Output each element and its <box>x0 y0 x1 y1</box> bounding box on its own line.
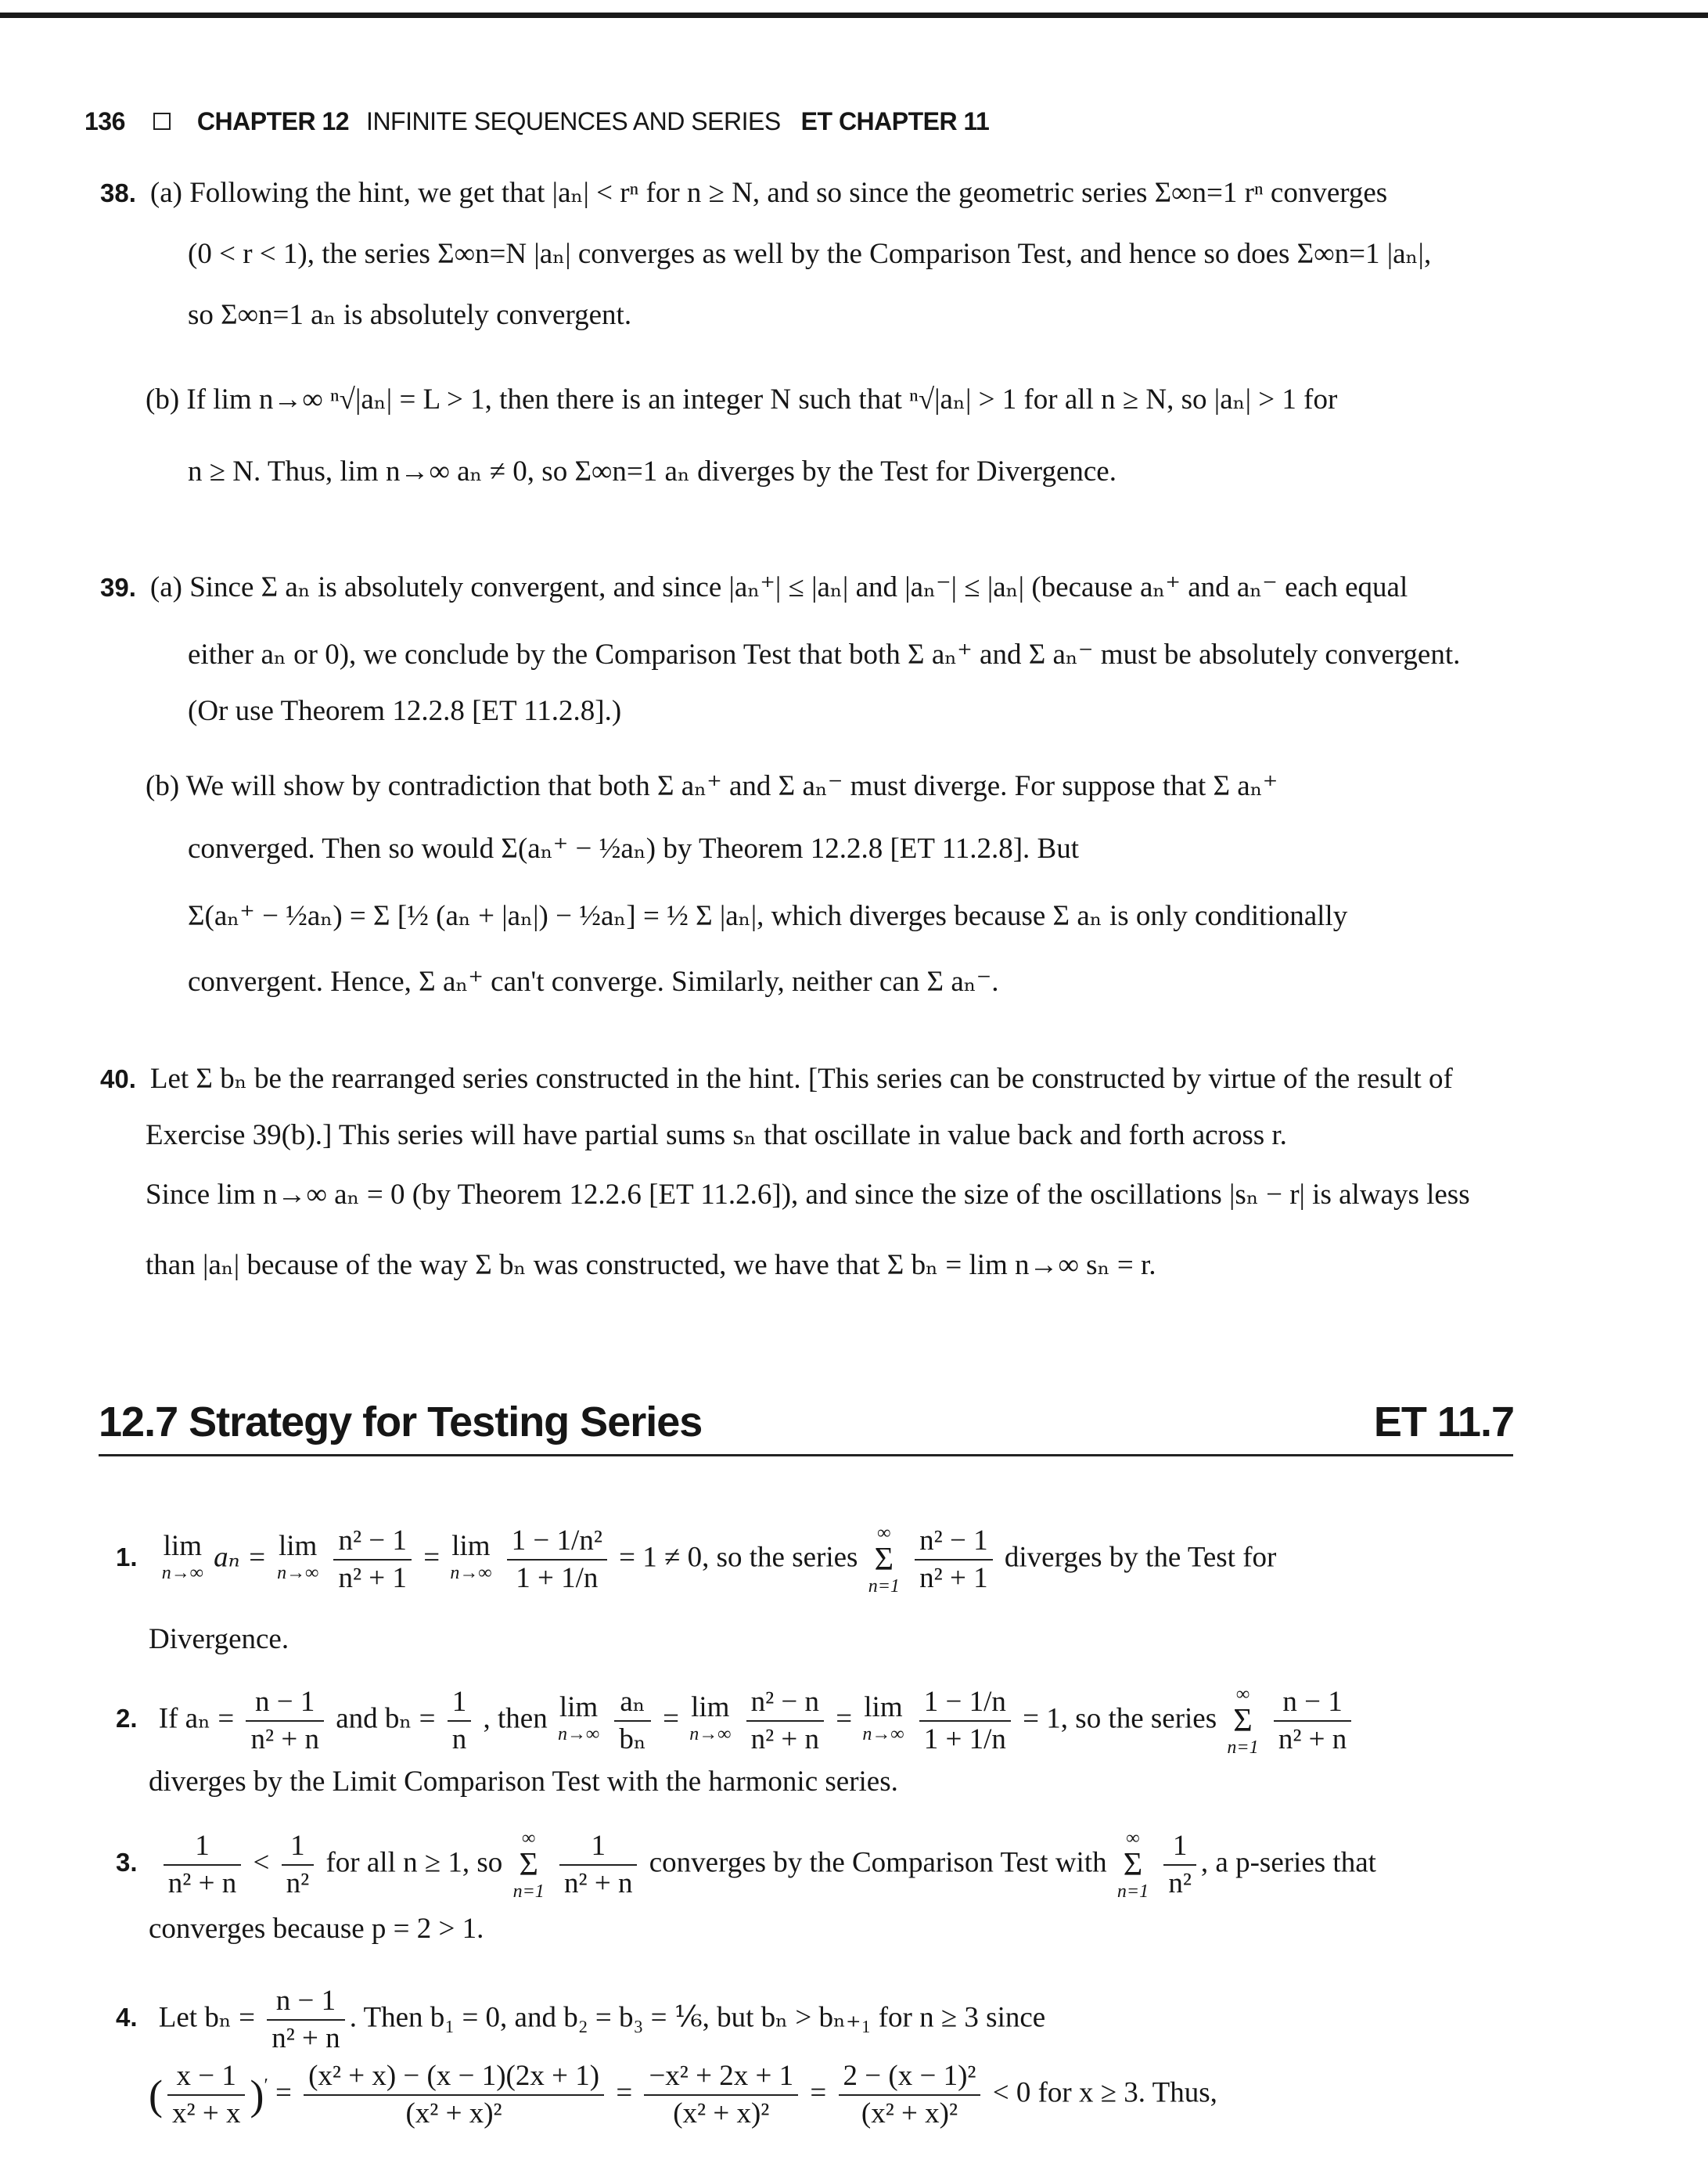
fraction-15: $\frac{x - 1}{\text{x² + x}}$ <box>167 2058 245 2132</box>
problem-39-line-4: (b) We will show by contradiction that both Σ aₙ⁺ and Σ aₙ⁻ must diverge. For suppose that Σ aₙ⁺ <box>146 770 1278 802</box>
sum-2: ∞ Σ n=1 <box>1227 1684 1259 1758</box>
problem-3-line-2: converges because p = 2 > 1. <box>149 1913 484 1945</box>
chapter-label: CHAPTER 12 <box>196 106 350 135</box>
fraction-16: $\frac{\text{(x² + x) − (x − 1)(2x + 1)}}{\text{(x² + x)²}}$ <box>304 2058 604 2132</box>
problem-3-text-1: for all n ≥ 1, so <box>325 1846 503 1879</box>
fraction-18: $\frac{\text{2 − (x − 1)²}}{\text{(x² + x)²}}$ <box>839 2058 981 2132</box>
problem-3-text-2: converges by the Comparison Test with <box>649 1846 1107 1879</box>
problem-4-text-1: Let bₙ = <box>158 2001 255 2034</box>
square-icon <box>153 113 171 130</box>
chapter-title: INFINITE SEQUENCES AND SERIES <box>366 106 781 135</box>
fraction-8: $\frac{1 - 1/n}{1 + 1/n}$ <box>919 1684 1011 1758</box>
limit-1: lim n→∞ <box>161 1530 203 1583</box>
problem-40-line-1 <box>100 1060 1453 1099</box>
problem-39-line-2: either aₙ or 0), we conclude by the Comparison Test that both Σ aₙ⁺ and Σ aₙ⁻ must be absolutely convergent. <box>188 639 1461 671</box>
problem-1-an: aₙ = <box>214 1541 267 1574</box>
fraction-4: $\frac{n - 1}{\text{n² + n}}$ <box>246 1684 323 1758</box>
problem-40-number: 40. <box>100 1064 136 1093</box>
problem-4-line-2: ( $\frac{x - 1}{\text{x² + x}}$ )′ = $\frac{\text{(x² + x) − (x − 1)(2x + 1)}}{\text{(x² + x)²}}$ = $\frac{\text{−x² + 2x + 1}}{\text{(x² + x)²}}$ = $\frac{\text{2 − (x − 1)²}}{\text{(x² + x)²}}$ < 0 for x ≥ 3. Thus, <box>149 2058 1217 2132</box>
problem-3-line-1: 3. $\frac{1}{\text{n² + n}}$ < $\frac{1}{\text{n²}}$ for all n ≥ 1, so ∞ Σ n=1 $\frac{1}{\text{n² + n}}$ converges by the Comparison Test with ∞ Σ n=1 $\frac{1}{\text{n²}}$ , a p-series that <box>116 1825 1376 1905</box>
problem-39-line-6: Σ(aₙ⁺ − ½aₙ) = Σ [½ (aₙ + |aₙ|) − ½aₙ] = ½ Σ |aₙ|, which diverges because Σ aₙ is only conditionally <box>188 900 1348 932</box>
problem-39-line-1 <box>100 568 1408 607</box>
problem-4-text-2: . Then b₁ = 0, and b₂ = b₃ = ⅙, but bₙ > bₙ₊₁ for n ≥ 3 since <box>349 2001 1046 2034</box>
sum-3: ∞ Σ n=1 <box>512 1828 545 1902</box>
problem-38-a-text-1: (a) Following the hint, we get that |aₙ| < rⁿ for n ≥ N, and so since the geometric series Σ∞n=1 rⁿ converges <box>149 177 1388 209</box>
sum-4: ∞ Σ n=1 <box>1116 1828 1149 1902</box>
problem-2-text-2: and bₙ = <box>336 1702 436 1735</box>
fraction-14: $\frac{n - 1}{\text{n² + n}}$ <box>267 1983 344 2057</box>
problem-1-text-3: diverges by the Test for <box>1004 1541 1277 1574</box>
problem-4-line-1 <box>116 1983 1045 2057</box>
fraction-6: $\frac{\text{aₙ}}{\text{bₙ}}$ <box>614 1684 651 1758</box>
problem-2-text-1: If aₙ = <box>158 1702 235 1735</box>
problem-38-line-2: (0 < r < 1), the series Σ∞n=N |aₙ| converges as well by the Comparison Test, and hence so does Σ∞n=1 |aₙ|, <box>188 238 1432 270</box>
fraction-12: $\frac{1}{\text{n² + n}}$ <box>559 1828 637 1902</box>
problem-1-line-1: 1. lim n→∞ aₙ = lim n→∞ $\frac{\text{n² − 1}}{\text{n² + 1}}$ = lim n→∞ $\frac{\text{1 − 1/n²}}{1 + 1/n}$ = 1 ≠ 0, so the series ∞ Σ n=1 $\frac{\text{n² − 1}}{\text{n² + 1}}$ diverges by the Test for <box>116 1520 1276 1600</box>
section-et-label: ET 11.7 <box>1373 1399 1514 1445</box>
problem-2-text-3: , then <box>483 1702 548 1735</box>
problem-38-line-5: n ≥ N. Thus, lim n→∞ aₙ ≠ 0, so Σ∞n=1 aₙ diverges by the Test for Divergence. <box>188 455 1116 488</box>
problem-1-number: 1. <box>116 1543 138 1572</box>
problem-38-number: 38. <box>100 178 136 207</box>
fraction-2: $\frac{\text{1 − 1/n²}}{1 + 1/n}$ <box>507 1523 607 1597</box>
problem-40-text-1: Let Σ bₙ be the rearranged series constructed in the hint. [This series can be constructed by virtue of the result of <box>149 1063 1453 1095</box>
et-chapter-label: ET CHAPTER 11 <box>800 106 990 135</box>
problem-40-line-2: Exercise 39(b).] This series will have partial sums sₙ that oscillate in value back and forth across r. <box>146 1119 1287 1151</box>
section-rule <box>99 1454 1513 1456</box>
problem-40-line-4: than |aₙ| because of the way Σ bₙ was constructed, we have that Σ bₙ = lim n→∞ sₙ = r. <box>146 1249 1156 1281</box>
limit-4: lim n→∞ <box>557 1691 600 1744</box>
sum-1: ∞ Σ n=1 <box>868 1523 900 1597</box>
problem-3-text-3: , a p-series that <box>1200 1846 1376 1879</box>
problem-1-line-2: Divergence. <box>149 1623 289 1655</box>
fraction-7: $\frac{\text{n² − n}}{\text{n² + n}}$ <box>746 1684 824 1758</box>
problem-3-number: 3. <box>116 1848 138 1877</box>
problem-2-text-4: = 1, so the series <box>1023 1702 1217 1735</box>
running-head <box>85 102 989 141</box>
fraction-9: $\frac{n - 1}{\text{n² + n}}$ <box>1274 1684 1351 1758</box>
problem-4-number: 4. <box>116 2003 138 2032</box>
problem-38-line-4: (b) If lim n→∞ ⁿ√|aₙ| = L > 1, then there is an integer N such that ⁿ√|aₙ| > 1 for all n ≥ N, so |aₙ| > 1 for <box>146 383 1338 416</box>
problem-2-number: 2. <box>116 1704 138 1733</box>
problem-39-a-text-1: (a) Since Σ aₙ is absolutely convergent, and since |aₙ⁺| ≤ |aₙ| and |aₙ⁻| ≤ |aₙ| (because aₙ⁺ and aₙ⁻ each equal <box>149 571 1408 603</box>
limit-2: lim n→∞ <box>277 1530 319 1583</box>
problem-1-text-2: = 1 ≠ 0, so the series <box>619 1541 858 1574</box>
fraction-13: $\frac{1}{\text{n²}}$ <box>1163 1828 1196 1902</box>
fraction-1: $\frac{\text{n² − 1}}{\text{n² + 1}}$ <box>333 1523 411 1597</box>
problem-40-line-3: Since lim n→∞ aₙ = 0 (by Theorem 12.2.6 [ET 11.2.6]), and since the size of the oscillations |sₙ − r| is always less <box>146 1179 1470 1211</box>
fraction-11: $\frac{1}{\text{n²}}$ <box>282 1828 315 1902</box>
top-rule <box>0 13 1708 18</box>
limit-5: lim n→∞ <box>689 1691 732 1744</box>
limit-6: lim n→∞ <box>862 1691 904 1744</box>
limit-3: lim n→∞ <box>450 1530 492 1583</box>
problem-38-line-1 <box>100 174 1387 213</box>
fraction-10: $\frac{1}{\text{n² + n}}$ <box>164 1828 241 1902</box>
problem-38-line-3: so Σ∞n=1 aₙ is absolutely convergent. <box>188 299 632 331</box>
problem-4-text-3: < 0 for x ≥ 3. Thus, <box>992 2076 1217 2109</box>
fraction-5: $\frac{1}{n}$ <box>448 1684 472 1758</box>
problem-39-line-5: converged. Then so would Σ(aₙ⁺ − ½aₙ) by Theorem 12.2.8 [ET 11.2.8]. But <box>188 833 1079 865</box>
problem-2-line-1: 2. If aₙ = $\frac{n - 1}{\text{n² + n}}$ and bₙ = $\frac{1}{n}$ , then lim n→∞ $\frac{\text{aₙ}}{\text{bₙ}}$ = lim n→∞ $\frac{\text{n² − n}}{\text{n² + n}}$ = lim n→∞ $\frac{1 - 1/n}{1 + 1/n}$ = 1, so the series ∞ Σ n=1 $\frac{n - 1}{\text{n² + n}}$ <box>116 1681 1356 1761</box>
problem-39-number: 39. <box>100 573 136 602</box>
fraction-17: $\frac{\text{−x² + 2x + 1}}{\text{(x² + x)²}}$ <box>644 2058 798 2132</box>
section-title: 12.7 Strategy for Testing Series <box>99 1399 703 1445</box>
problem-39-line-3: (Or use Theorem 12.2.8 [ET 11.2.8].) <box>188 695 622 727</box>
page-number: 136 <box>85 106 125 135</box>
problem-39-line-7: convergent. Hence, Σ aₙ⁺ can't converge. Similarly, neither can Σ aₙ⁻. <box>188 966 999 998</box>
problem-2-line-2: diverges by the Limit Comparison Test with the harmonic series. <box>149 1766 898 1798</box>
fraction-3: $\frac{\text{n² − 1}}{\text{n² + 1}}$ <box>915 1523 992 1597</box>
